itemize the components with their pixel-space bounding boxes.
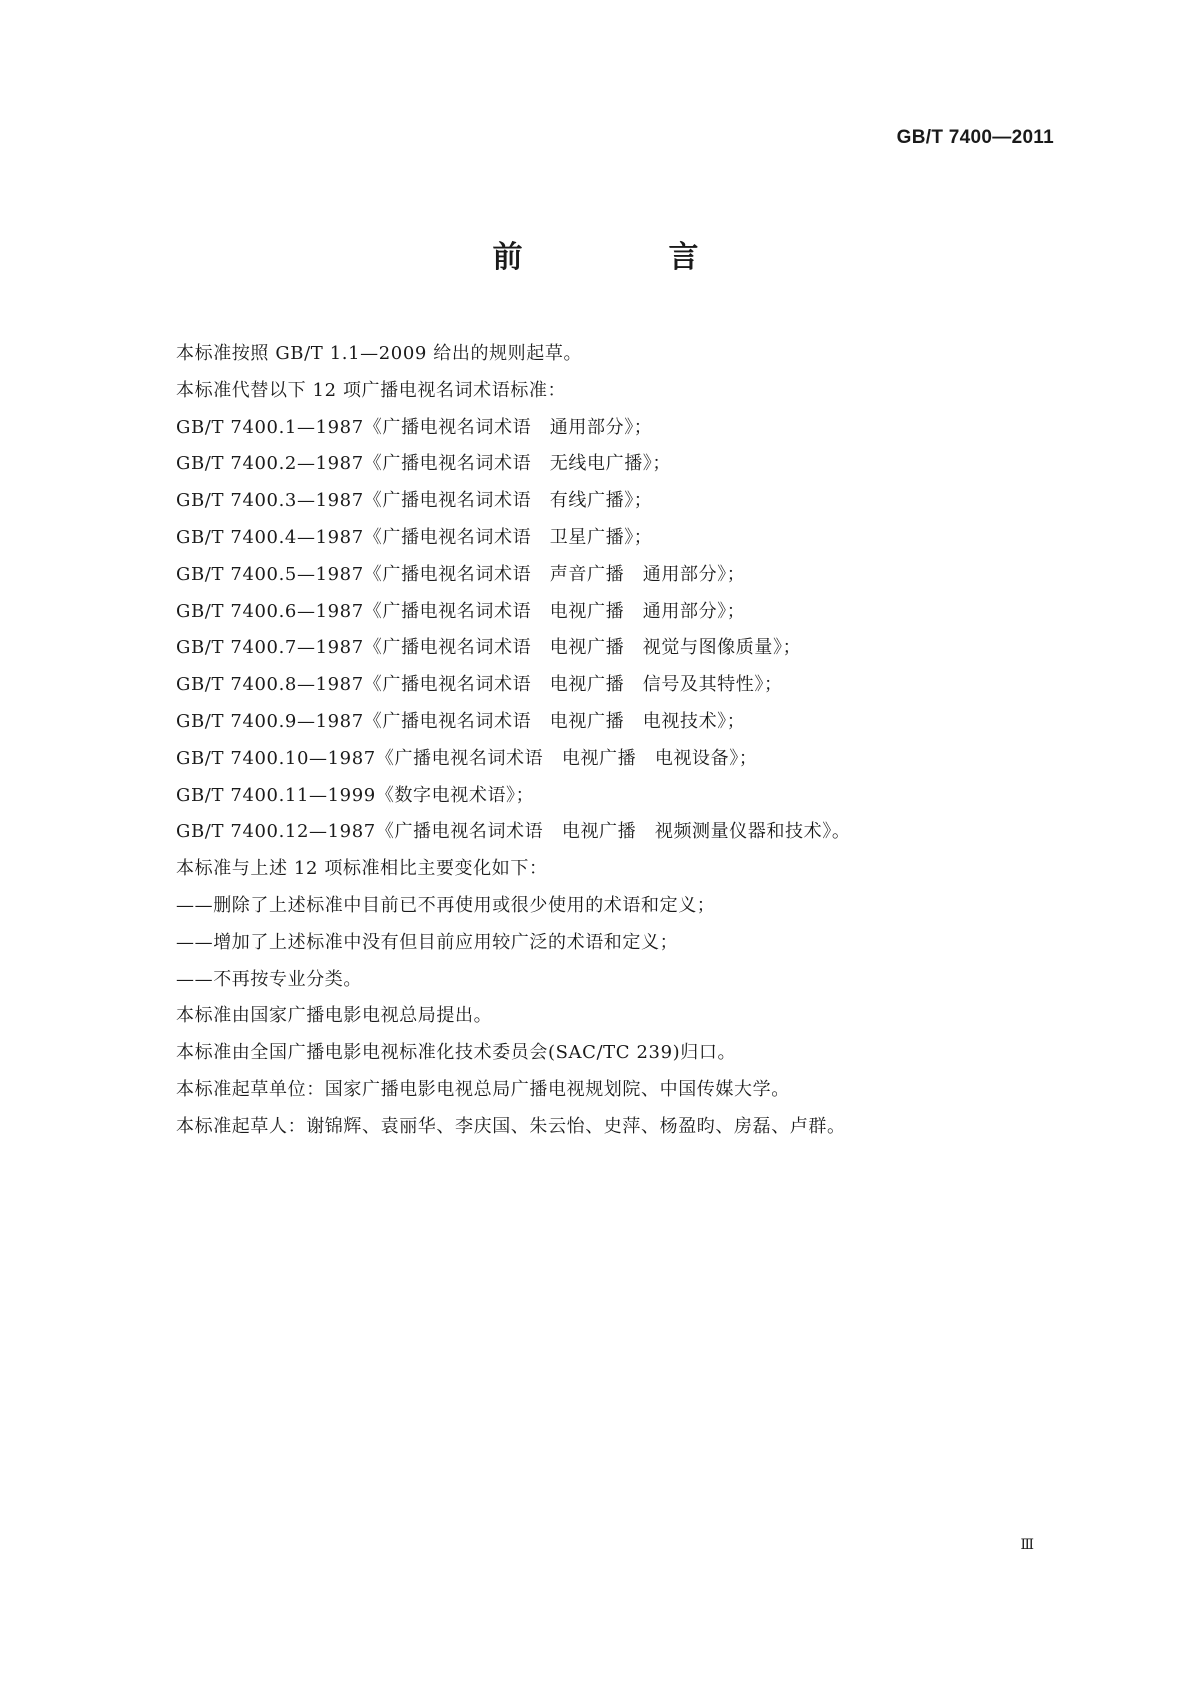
replaced-standard-item: GB/T 7400.6—1987《广播电视名词术语 电视广播 通用部分》； <box>176 600 746 622</box>
change-item: ——删除了上述标准中目前已不再使用或很少使用的术语和定义； <box>176 894 716 916</box>
page-title: 前 言 <box>492 240 757 275</box>
replaced-standard-item: GB/T 7400.9—1987《广播电视名词术语 电视广播 电视技术》； <box>176 710 746 732</box>
replaced-standard-item: GB/T 7400.8—1987《广播电视名词术语 电视广播 信号及其特性》； <box>176 674 783 696</box>
paragraph-replaces: 本标准代替以下 12 项广播电视名词术语标准： <box>176 379 567 401</box>
change-item: ——增加了上述标准中没有但目前应用较广泛的术语和定义； <box>176 931 679 953</box>
replaced-standard-item: GB/T 7400.5—1987《广播电视名词术语 声音广播 通用部分》； <box>176 563 746 585</box>
replaced-standard-item: GB/T 7400.10—1987《广播电视名词术语 电视广播 电视设备》； <box>176 747 758 769</box>
paragraph-drafters: 本标准起草人：谢锦辉、袁丽华、李庆国、朱云怡、史萍、杨盈昀、房磊、卢群。 <box>176 1115 846 1137</box>
preface-body <box>176 336 1076 1146</box>
replaced-standard-item: GB/T 7400.7—1987《广播电视名词术语 电视广播 视觉与图像质量》； <box>176 637 802 659</box>
paragraph-drafting-units: 本标准起草单位：国家广播电影电视总局广播电视规划院、中国传媒大学。 <box>176 1078 790 1100</box>
paragraph-managed-by: 本标准由全国广播电影电视标准化技术委员会(SAC/TC 239)归口。 <box>176 1042 737 1064</box>
page-number: Ⅲ <box>1020 1537 1033 1553</box>
replaced-standard-item: GB/T 7400.4—1987《广播电视名词术语 卫星广播》； <box>176 526 653 548</box>
replaced-standard-item: GB/T 7400.11—1999《数字电视术语》； <box>176 784 535 806</box>
replaced-standard-item: GB/T 7400.1—1987《广播电视名词术语 通用部分》； <box>176 416 653 438</box>
change-item: ——不再按专业分类。 <box>176 968 362 990</box>
paragraph-changes-intro: 本标准与上述 12 项标准相比主要变化如下： <box>176 858 548 880</box>
replaced-standard-item: GB/T 7400.12—1987《广播电视名词术语 电视广播 视频测量仪器和技术》。 <box>176 821 851 843</box>
replaced-standard-item: GB/T 7400.2—1987《广播电视名词术语 无线电广播》； <box>176 453 671 475</box>
replaced-standard-item: GB/T 7400.3—1987《广播电视名词术语 有线广播》； <box>176 490 653 512</box>
paragraph-drafting-rule: 本标准按照 GB/T 1.1—2009 给出的规则起草。 <box>176 343 583 364</box>
standard-code: GB/T 7400—2011 <box>896 127 1054 148</box>
paragraph-proposed-by: 本标准由国家广播电影电视总局提出。 <box>176 1005 493 1027</box>
